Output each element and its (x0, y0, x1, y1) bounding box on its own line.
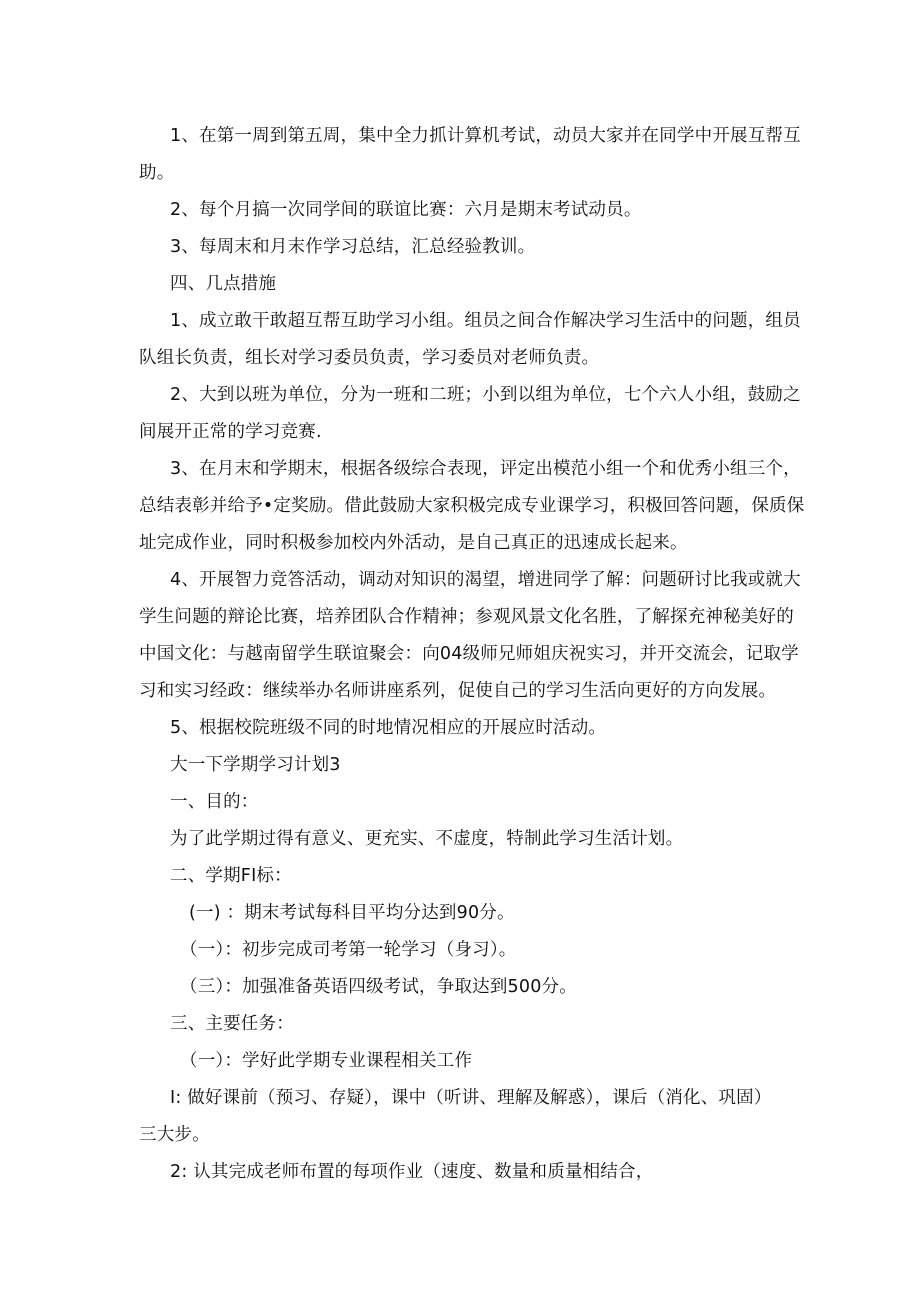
goal-item-2: （一）：初步完成司考第一轮学习（身习）。 (180, 940, 517, 960)
section-heading-goals: 二、学期FI标： (170, 866, 292, 886)
paragraph-measure-2: 2、大到以班为单位，分为一班和二班；小到以组为单位，七个六人小组，鼓励之 (170, 385, 801, 405)
paragraph-measure-3-cont: 总结表彰并给予•定奖励。借此鼓励大家积极完成专业课学习，积极回答问题，保质保 (139, 496, 805, 516)
paragraph-measure-1: 1、成立敢干敢超互帮互助学习小组。组员之间合作解决学习生活中的问题，组员 (170, 311, 801, 331)
section-title-plan-3: 大一下学期学习计划3 (170, 755, 341, 775)
task-item-1: （一）：学好此学期专业课程相关工作 (180, 1051, 473, 1071)
paragraph-plan-2: 2、每个月搞一次同学间的联谊比赛：六月是期末考试动员。 (170, 200, 642, 220)
paragraph-measure-4-cont3: 习和实习经政：继续举办名师讲座系列，促使自己的学习生活向更好的方向发展。 (139, 681, 777, 701)
paragraph-measure-3: 3、在月末和学期末，根据各级综合表现，评定出模范小组一个和优秀小组三个， (170, 459, 801, 479)
paragraph-measure-2-cont: 间展开正常的学习竞赛. (139, 422, 322, 442)
paragraph-measure-4-cont2: 中国文化：与越南留学生联谊聚会：向04级师兄师姐庆祝实习，并开交流会，记取学 (139, 644, 799, 664)
goal-item-3: （三）：加强准备英语四级考试，争取达到500分。 (180, 977, 577, 997)
paragraph-plan-3: 3、每周末和月末作学习总结，汇总经验教训。 (170, 237, 536, 257)
paragraph-measure-5: 5、根据校院班级不同的时地情况相应的开展应时活动。 (170, 718, 607, 738)
section-heading-measures: 四、几点措施 (170, 274, 277, 294)
section-heading-purpose: 一、目的： (170, 792, 259, 812)
paragraph-plan-1-cont: 助。 (139, 163, 175, 183)
task-step-1-cont: 三大步。 (139, 1125, 210, 1145)
paragraph-plan-1: 1、在第一周到第五周，集中全力抓计算机考试，动员大家并在同学中开展互帮互 (170, 126, 801, 146)
paragraph-purpose: 为了此学期过得有意义、更充实、不虚度，特制此学习生活计划。 (170, 829, 684, 849)
paragraph-measure-3-cont2: 址完成作业，同时积极参加校内外活动，是自己真正的迅速成长起来。 (139, 533, 688, 553)
paragraph-measure-4-cont: 学生问题的辩论比赛，培养团队合作精神；参观风景文化名胜，了解探充神秘美好的 (139, 607, 794, 627)
section-heading-tasks: 三、主要任务： (170, 1014, 294, 1034)
goal-item-1: (一) ：期末考试每科目平均分达到90分。 (189, 903, 515, 923)
paragraph-measure-1-cont: 队组长负责，组长对学习委员负责，学习委员对老师负责。 (139, 348, 600, 368)
task-step-2: 2: 认其完成老师布置的每项作业（速度、数量和质量相结合， (170, 1162, 654, 1182)
task-step-1: I: 做好课前（预习、存疑），课中（听讲、理解及解惑），课后（消化、巩固） (170, 1088, 772, 1108)
paragraph-measure-4: 4、开展智力竞答活动，调动对知识的渴望，增进同学了解：问题研讨比我或就大 (170, 570, 801, 590)
